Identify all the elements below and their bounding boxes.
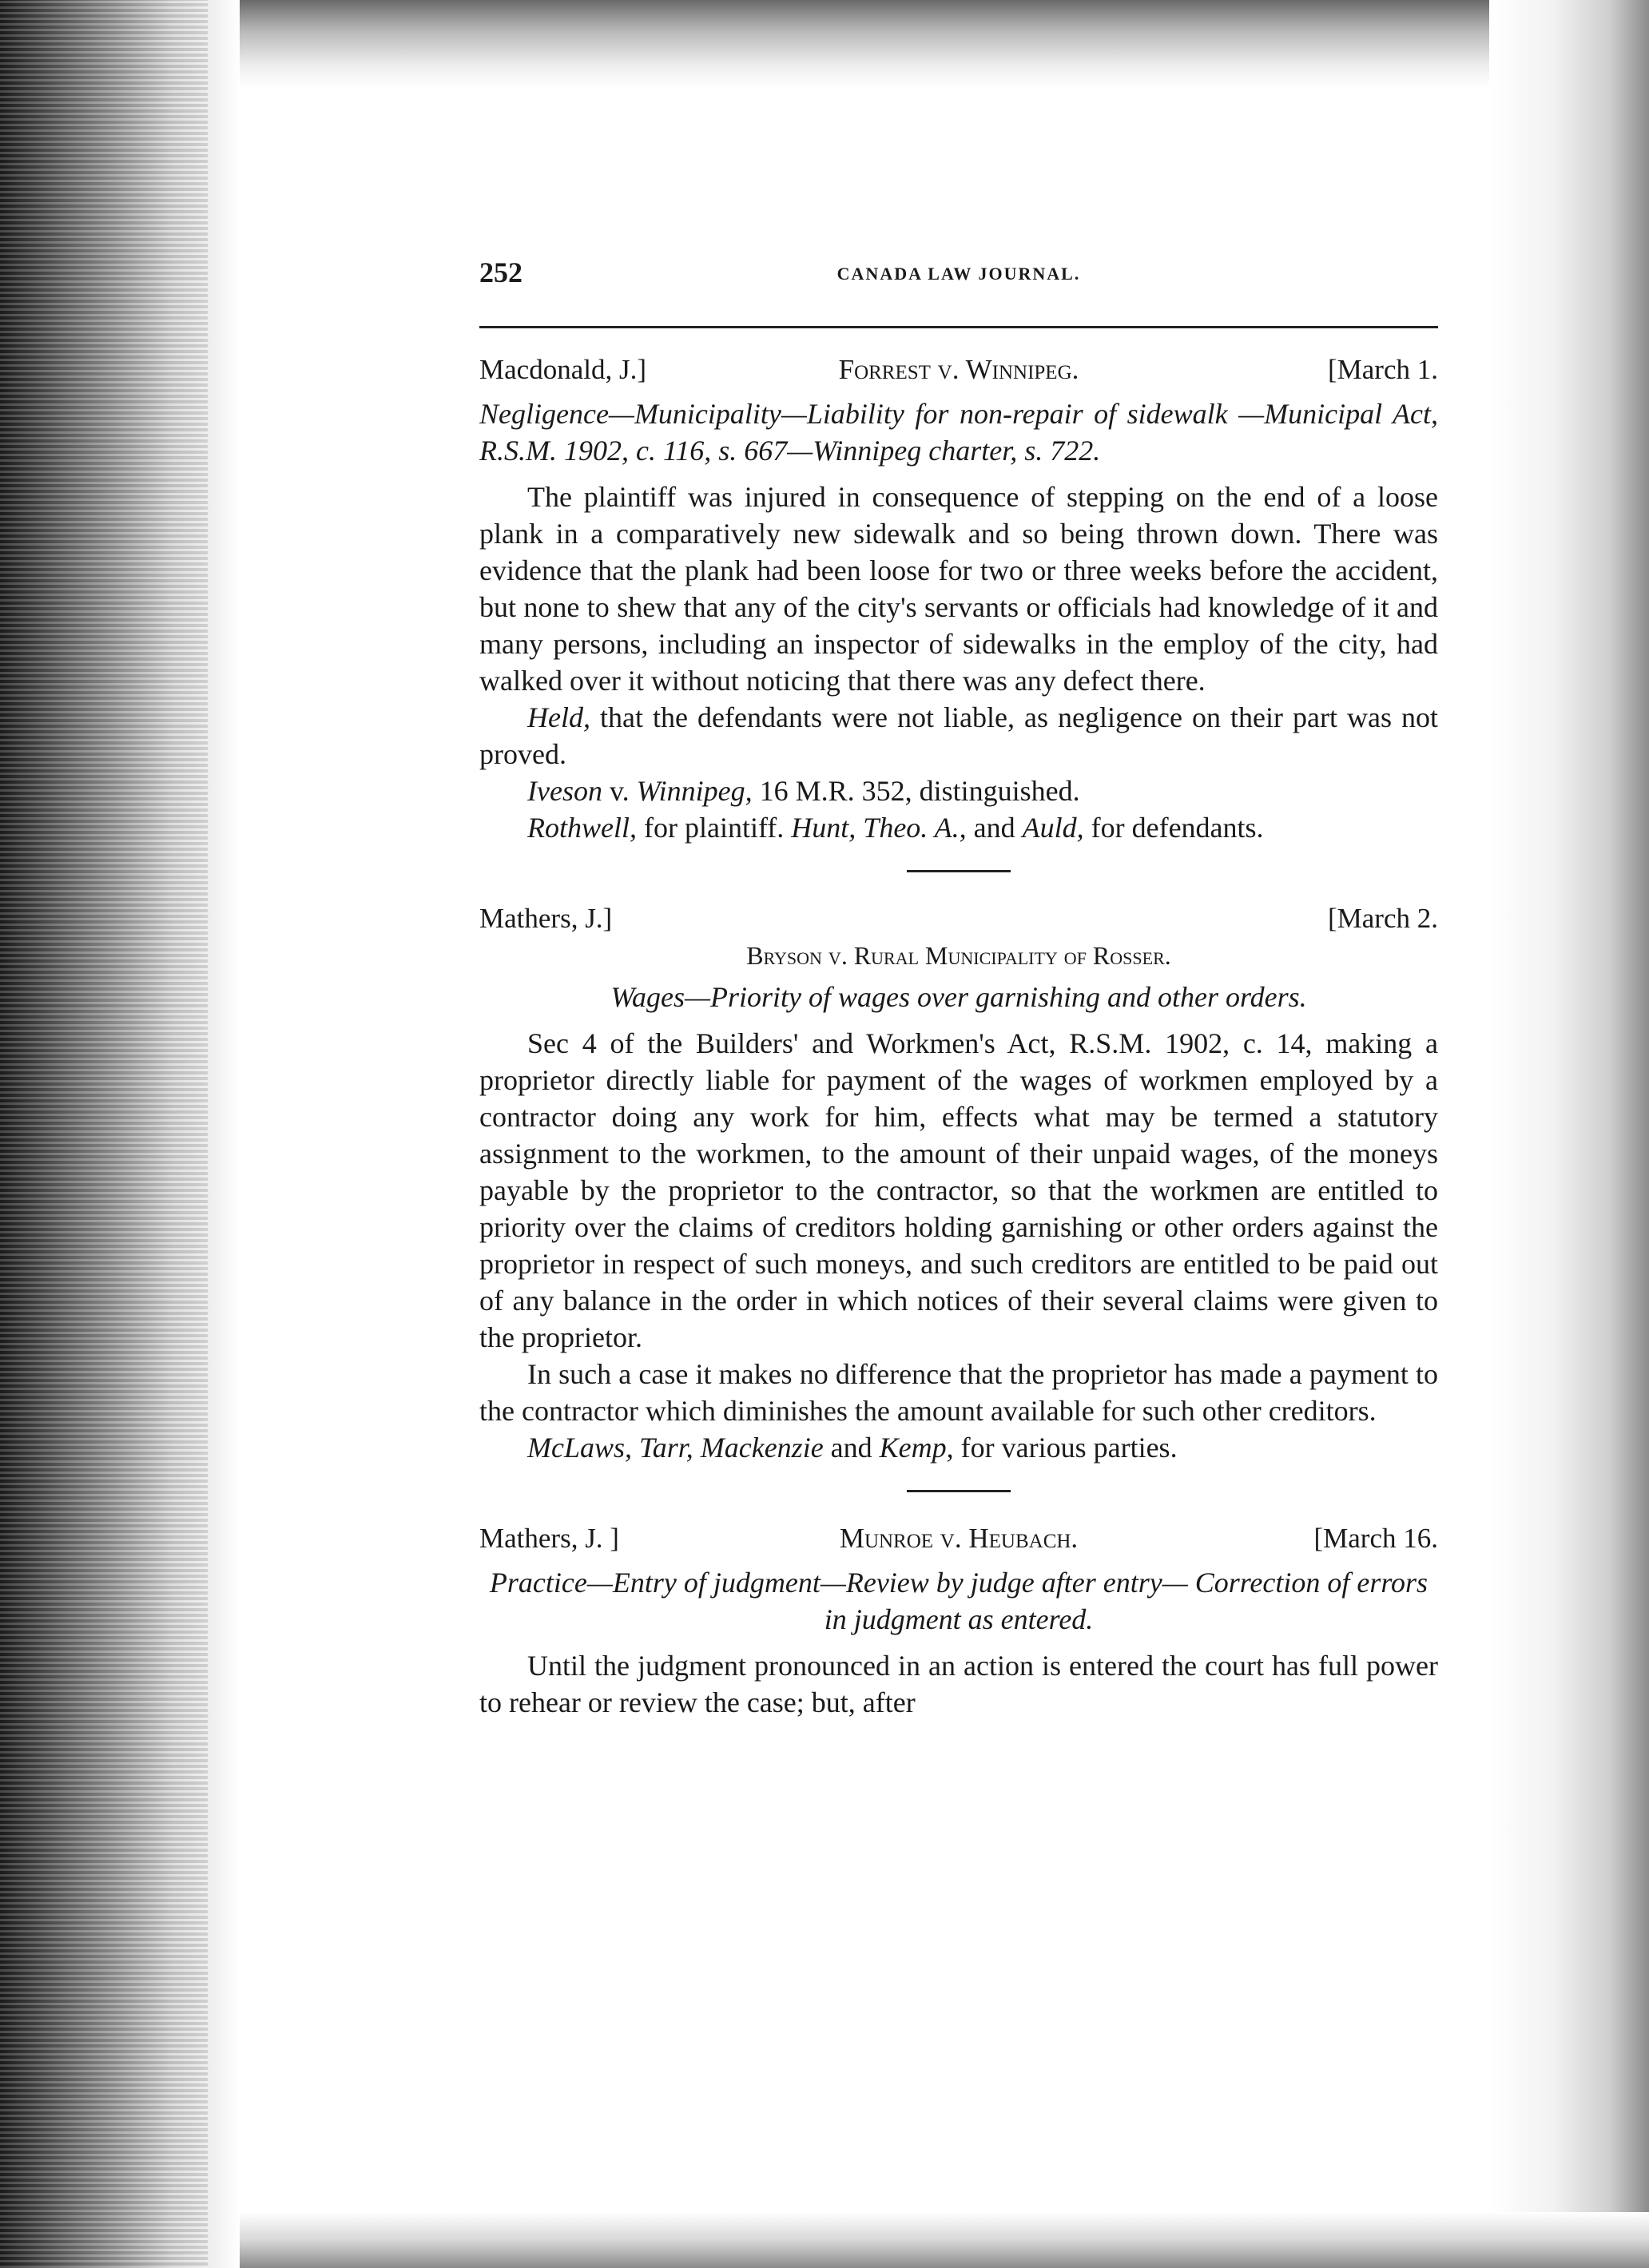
held-text: that the defendants were not liable, as negligence on their part was not proved. [479,701,1438,770]
case1-citation [479,773,1438,809]
journal-title: CANADA LAW JOURNAL. [836,264,1081,284]
scan-shadow-bottom [0,2212,1649,2268]
held-label: Held, [527,701,590,733]
counsel-plaintiff-rest: for plaintiff. [637,812,792,844]
case2-counsel [479,1429,1438,1466]
case2-holding: Sec 4 of the Builders' and Workmen's Act, R.S.M. 1902, c. 14, making a proprietor directly liable for payment of the wages of workmen employed by a contractor doing any work for him, effects what may be termed a statutory assignment to the workmen, to the amount of their unpaid wages, of the moneys payable by the proprietor to the contractor, so that the workmen are entitled to priority over the claims of creditors holding garnishing or other orders against the proprietor in respect of such moneys, and such creditors are entitled to be paid out of any balance in the order in which notices of their several claims were given to the proprietor. [479,1027,1438,1353]
cite-name: Iveson [527,775,602,807]
case1-headnote: Negligence—Municipality—Liability for non-repair of sidewalk —Municipal Act, R.S.M. 1902, c. 116, s. 667—Winnipeg charter, s. 722. [479,398,1438,467]
case3-header [479,1516,1438,1561]
counsel-plaintiff: Rothwell, [527,812,637,844]
case3-judge: Mathers, J. ] [479,1523,619,1554]
case2-date: [March 2. [1327,903,1438,934]
counsel-names: McLaws, Tarr, Mackenzie [527,1432,824,1464]
case1-counsel [479,809,1438,846]
cite-place: Winnipeg, [636,775,753,807]
counsel-and: and [823,1432,880,1464]
counsel-defendant: Hunt, Theo. A., [791,812,967,844]
case-separator [907,870,1011,872]
scan-noise-left [0,0,208,2268]
case3-text: Until the judgment pronounced in an action is entered the court has full power to rehear or review the case; but, after [479,1650,1438,1718]
counsel-kemp: Kemp, [879,1432,954,1464]
case1-holding [479,699,1438,773]
counsel-rest: for various parties. [953,1432,1178,1464]
page-number: 252 [479,256,523,288]
case2-header [479,896,1438,941]
case1-title: Forrest v. Winnipeg. [838,354,1079,385]
case1-date: [March 1. [1327,354,1438,385]
header-rule [479,326,1438,328]
case-separator [907,1490,1011,1492]
case3-headnote: Practice—Entry of judgment—Review by judge after entry— Correction of errors in judgment as entered. [489,1567,1428,1635]
case1-judge: Macdonald, J.] [479,354,646,385]
case1-facts: The plaintiff was injured in consequence of stepping on the end of a loose plank in a comparatively new sidewalk and so being thrown down. There was evidence that the plank had been loose for two or three weeks before the accident, but none to shew that any of the city's servants or officials had knowledge of it and many persons, including an inspector of sidewalks in the employ of the city, had walked over it without noticing that there was any defect there. [479,481,1438,697]
case2-title: Bryson v. Rural Municipality of Rosser. [746,941,1171,970]
journal-page [479,256,1438,1721]
cite-v: v. [602,775,637,807]
case2-judge: Mathers, J.] [479,903,613,934]
scan-shadow-right [1489,0,1649,2268]
case2-holding-2: In such a case it makes no difference that the proprietor has made a payment to the contractor which diminishes the amount available for such other creditors. [479,1358,1438,1427]
case1-header [479,348,1438,392]
scan-shadow-top [0,0,1649,88]
cite-rest: 16 M.R. 352, distinguished. [752,775,1080,807]
case2-headnote: Wages—Priority of wages over garnishing and other orders. [610,981,1307,1013]
case3-title: Munroe v. Heubach. [839,1523,1079,1554]
counsel-and: and [966,812,1023,844]
page-header [479,256,1438,304]
counsel-defendant-2: Auld, [1022,812,1084,844]
case3-date: [March 16. [1313,1523,1438,1554]
counsel-defendant-rest: for defendants. [1083,812,1264,844]
